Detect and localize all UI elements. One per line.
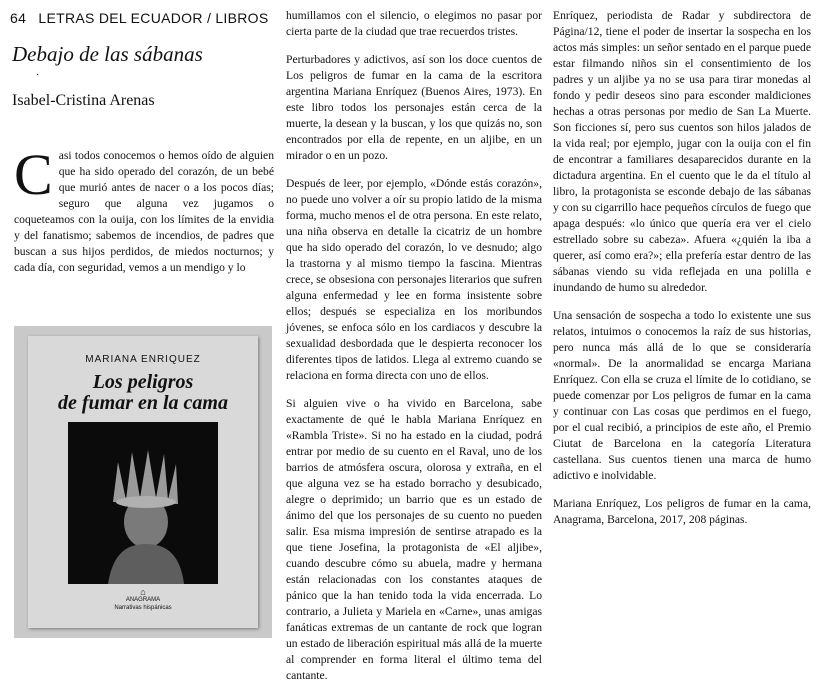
paragraph: Después de leer, por ejemplo, «Dónde estás corazón», no puede uno volver a oír su propio latido de la misma forma, mucho menos el de otra persona. En este relato, una niña observa en detalle la cicatriz de un hombre que ha sido operado del corazón, lo ve desnudo; algo la trastorna y al mismo tiempo la fascina. Mientras crece, se obsesiona con personajes literarios que sufren alguna enfermedad y lee en forma insistente sobre ellos; después se especializa en los moribundos jóvenes, se enfoca sólo en los cardiacos y descubre la sexualidad desbordada que le despierta reconocer los diferentes tipos de latidos. Llega al extremo cuando se relaciona en forma directa con uno de ellos.	[286, 177, 542, 382]
paragraph: Perturbadores y adictivos, así son los doce cuentos de Los peligros de fumar en la cama de la escritora argentina Mariana Enríquez (Buenos Aires, 1973). En este libro todos los personajes están cerca de la muerte, la desean y la buscan, y los que quizás no, son encontrados por ella de repente, en un aljibe, en un mirador o en un pozo.	[286, 53, 542, 162]
book-reference: Mariana Enríquez, Los peligros de fumar en la cama, Anagrama, Barcelona, 2017, 208 páginas.	[553, 497, 811, 526]
column-3	[553, 8, 811, 540]
page-header	[10, 10, 268, 26]
article-title: Debajo de las sábanas	[12, 42, 203, 66]
paragraph: Si alguien vive o ha vivido en Barcelona, sabe exactamente de qué le habla Mariana Enríquez en «Rambla Triste». Si no ha estado en la ciudad, podrá entrar por medio de su cuento en el Raval, uno de los barrios de atmósfera oscura, olorosa y extraña, en el que alguna vez se ha estado borracho y desubicado, alegre o deprimido; un barrio que es un estado de ánimo del que los personajes de su cuento no pueden salir. Esa misma impresión de sentirse atrapado es la que tiene Josefina, la protagonista de «El aljibe», cuando descubre cómo su abuela, madre y hermana están relacionadas con los constantes ataques de pánico que la han tenido toda la vida encerrada. Lo contrario, a Julieta y Mariela en «Carne», unas amigas fanáticas extremas de un cantante de rock que logran un estado de liberación espiritual más allá de la muerte al comprender en forma literal el último tema del cantante.	[286, 397, 542, 682]
drop-cap: C	[14, 142, 53, 207]
section-title: LETRAS DEL ECUADOR / LIBROS	[38, 10, 269, 26]
divider-dot: ·	[36, 70, 40, 81]
paragraph: Casi todos conocemos o hemos oído de alguien que ha sido operado del corazón, de un bebé que murió antes de nacer o a los pocos días; seguro que alguna vez jugamos o coqueteamos con la ouija, con los límites de la envidia y del fanatismo; sabemos de incendios, de padres que buscan a sus hijos perdidos, de miedos nocturnos; y cada día, con seguridad, vemos a un mendigo y lo	[14, 142, 274, 274]
publisher-logo-icon: ⌂	[140, 587, 146, 597]
column-2	[286, 8, 542, 696]
cover-illustration	[68, 422, 218, 584]
paragraph: Enríquez, periodista de Radar y subdirectora de Página/12, tiene el poder de insertar la sospecha en los actos más simples: un señor sentado en el parque puede estar filmando niños sin el consentimiento de los padres y un aljibe ya no se usa para tirar monedas al fondo y pedir deseos sino para esconder maldiciones hechas a otras personas por medio de San La Muerte. Son ficciones sí, pero sus cuentos son hilos jalados de la vida real; por ejemplo, jugar con la ouija con el fin de encontrar a familiares desaparecidos durante en la dictadura argentina. En el cuento que le da el título al libro, la protagonista se esconde debajo de las sábanas y con su cigarrillo hace pequeños círculos de fuego que apaga después: «lo único que quería era ver el cielo estrellado sobre su cabeza». Afuera «¿quién la iba a querer, así como era?»; ella prefería estar dentro de las sábanas viendo su vida reflejada en una polilla e inundando de humo su alrededor.	[553, 9, 811, 294]
cover-publisher: ⌂ ANAGRAMA Narrativas hispánicas	[28, 588, 258, 612]
cover-author: MARIANA ENRIQUEZ	[85, 354, 201, 365]
book-cover-image	[14, 326, 272, 638]
column-1	[14, 142, 274, 288]
article-author: Isabel-Cristina Arenas	[12, 92, 155, 109]
book-cover	[28, 336, 258, 628]
paragraph: humillamos con el silencio, o elegimos no pasar por cierta parte de la ciudad que trae recuerdos tristes.	[286, 9, 542, 38]
cover-title: Los peligros de fumar en la cama	[58, 371, 228, 414]
page-number: 64	[10, 10, 27, 26]
paragraph: Una sensación de sospecha a todo lo existente une sus relatos, intuimos o conocemos la raíz de sus historias, pero nunca más allá de lo que se consideraría «normal». De la anormalidad se encarga Mariana Enríquez. Con ella se cruza el límite de lo cotidiano, se puede comenzar por Los peligros de fumar en la cama y continuar con Las cosas que perdimos en el fuego, por el cual recibió, a principios de este año, el Premio Ciutat de Barcelona en la categoría Literatura castellana. Sus cuentos tienen una marca de humo adictivo e inolvidable.	[553, 309, 811, 482]
